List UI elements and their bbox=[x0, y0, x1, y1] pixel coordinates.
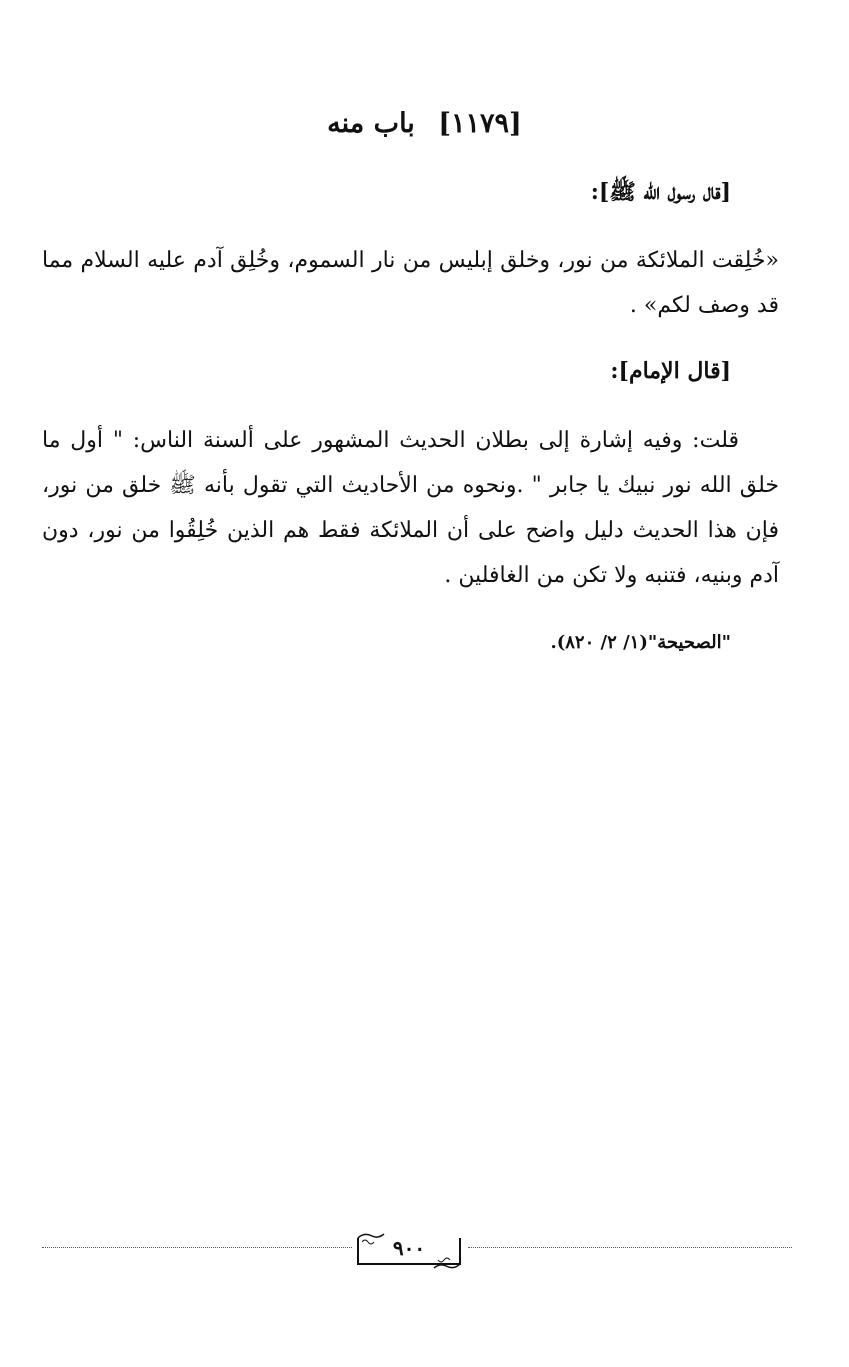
footer-dotted-rule-left bbox=[42, 1247, 352, 1248]
chapter-number: [١١٧٩] bbox=[438, 108, 522, 139]
source-reference: "الصحيحة"(١/ ٢/ ٨٢٠). bbox=[550, 632, 731, 653]
prophet-saying-label: [قال رسول الله ﷺ]: bbox=[590, 179, 731, 205]
commentary-text: قلت: وفيه إشارة إلى بطلان الحديث المشهور على ألسنة الناس: " أول ما خلق الله نور نبيك يا جابر " .ونحوه من الأحاديث التي تقول بأنه ﷺ خلق من نور، فإن هذا الحديث دليل واضح على أن الملائكة فقط هم الذين خُلِقُوا من نور، دون آدم وبنيه، فتنبه ولا تكن من الغافلين . bbox=[42, 428, 779, 588]
chapter-heading bbox=[0, 108, 849, 139]
page-number: ٩٠٠ bbox=[392, 1236, 426, 1260]
footer-dotted-rule-right bbox=[468, 1247, 792, 1248]
imam-saying-label: [قال الإمام]: bbox=[610, 358, 731, 384]
chapter-title: باب منه bbox=[327, 108, 415, 139]
hadith-text: «خُلِقت الملائكة من نور، وخلق إبليس من نار السموم، وخُلِق آدم عليه السلام مما قد وصف لكم» . bbox=[42, 248, 779, 318]
